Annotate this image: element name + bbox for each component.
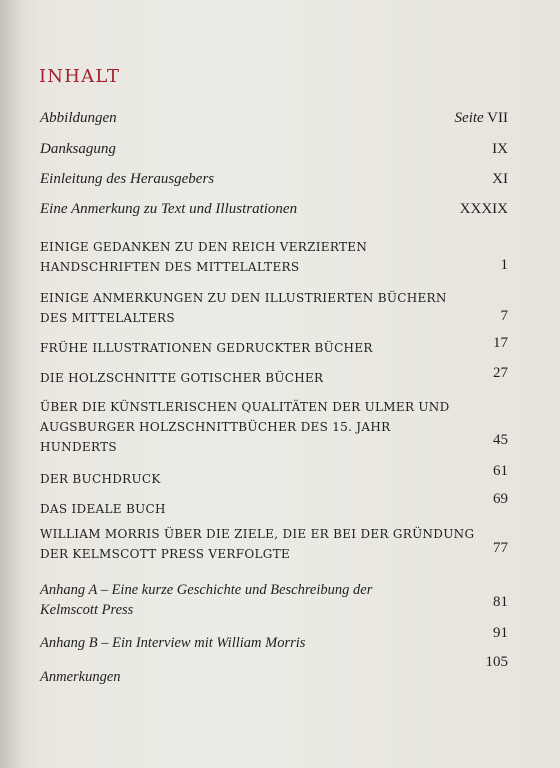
toc-entry-page: XXXIX [459, 201, 508, 217]
toc-entry-page: 7 [500, 308, 508, 324]
toc-entry-title: Eine Anmerkung zu Text und Illustrationen [40, 201, 298, 217]
toc-entry-page: XI [492, 171, 508, 187]
toc-entry-page: 1 [500, 257, 508, 273]
toc-entry-title [40, 237, 367, 277]
toc-entry-title: FRÜHE ILLUSTRATIONEN GEDRUCKTER BÜCHER [40, 341, 373, 355]
toc-title-line: DER KELMSCOTT PRESS VERFOLGTE [40, 547, 291, 561]
toc-title-line: AUGSBURGER HOLZSCHNITTBÜCHER DES 15. JAHR [40, 420, 391, 434]
toc-entry-title [40, 397, 450, 457]
toc-entry-title: DAS IDEALE BUCH [40, 502, 166, 516]
toc-title-line: HUNDERTS [40, 440, 117, 454]
toc-entry-title: Einleitung des Herausgebers [40, 171, 215, 187]
toc-entry-title [40, 288, 447, 328]
toc-page-number: VII [487, 110, 508, 126]
toc-title-line: ÜBER DIE KÜNSTLERISCHEN QUALITÄTEN DER ULMER UND [40, 400, 450, 414]
toc-entry-page: 105 [485, 654, 508, 670]
toc-heading: INHALT [39, 66, 121, 87]
toc-entry-page: 77 [493, 540, 508, 556]
toc-entry-page: 81 [493, 594, 508, 610]
toc-title-line: Anhang A – Eine kurze Geschichte und Beschreibung der [40, 582, 373, 598]
toc-title-line: HANDSCHRIFTEN DES MITTELALTERS [40, 260, 300, 274]
toc-entry-page: IX [492, 141, 508, 157]
toc-title-line: DES MITTELALTERS [40, 311, 175, 325]
toc-entry-title: Anmerkungen [40, 669, 121, 685]
toc-entry-title: Danksagung [40, 141, 116, 157]
toc-entry-title [40, 524, 474, 564]
toc-entry-title: Anhang B – Ein Interview mit William Morris [40, 635, 306, 651]
toc-entry-title: DIE HOLZSCHNITTE GOTISCHER BÜCHER [40, 371, 324, 385]
toc-entry-page: 91 [493, 625, 508, 641]
toc-entry-title: Abbildungen [40, 110, 117, 126]
toc-title-line: Kelmscott Press [40, 602, 134, 618]
toc-entry-page: 17 [493, 335, 508, 351]
toc-entry-title [40, 580, 372, 620]
toc-title-line: EINIGE GEDANKEN ZU DEN REICH VERZIERTEN [40, 240, 368, 254]
toc-title-line: EINIGE ANMERKUNGEN ZU DEN ILLUSTRIERTEN BÜCHERN [40, 291, 447, 305]
toc-title-line: WILLIAM MORRIS ÜBER DIE ZIELE, DIE ER BEI DER GRÜNDUNG [40, 527, 475, 541]
toc-entry-page: 69 [493, 491, 508, 507]
toc-entry-page: 45 [493, 432, 508, 448]
toc-entry-page [455, 110, 508, 127]
toc-page-prefix: Seite [454, 110, 484, 126]
toc-entry-title: DER BUCHDRUCK [40, 472, 161, 486]
toc-entry-page: 61 [493, 463, 508, 479]
toc-entry-page: 27 [493, 365, 508, 381]
